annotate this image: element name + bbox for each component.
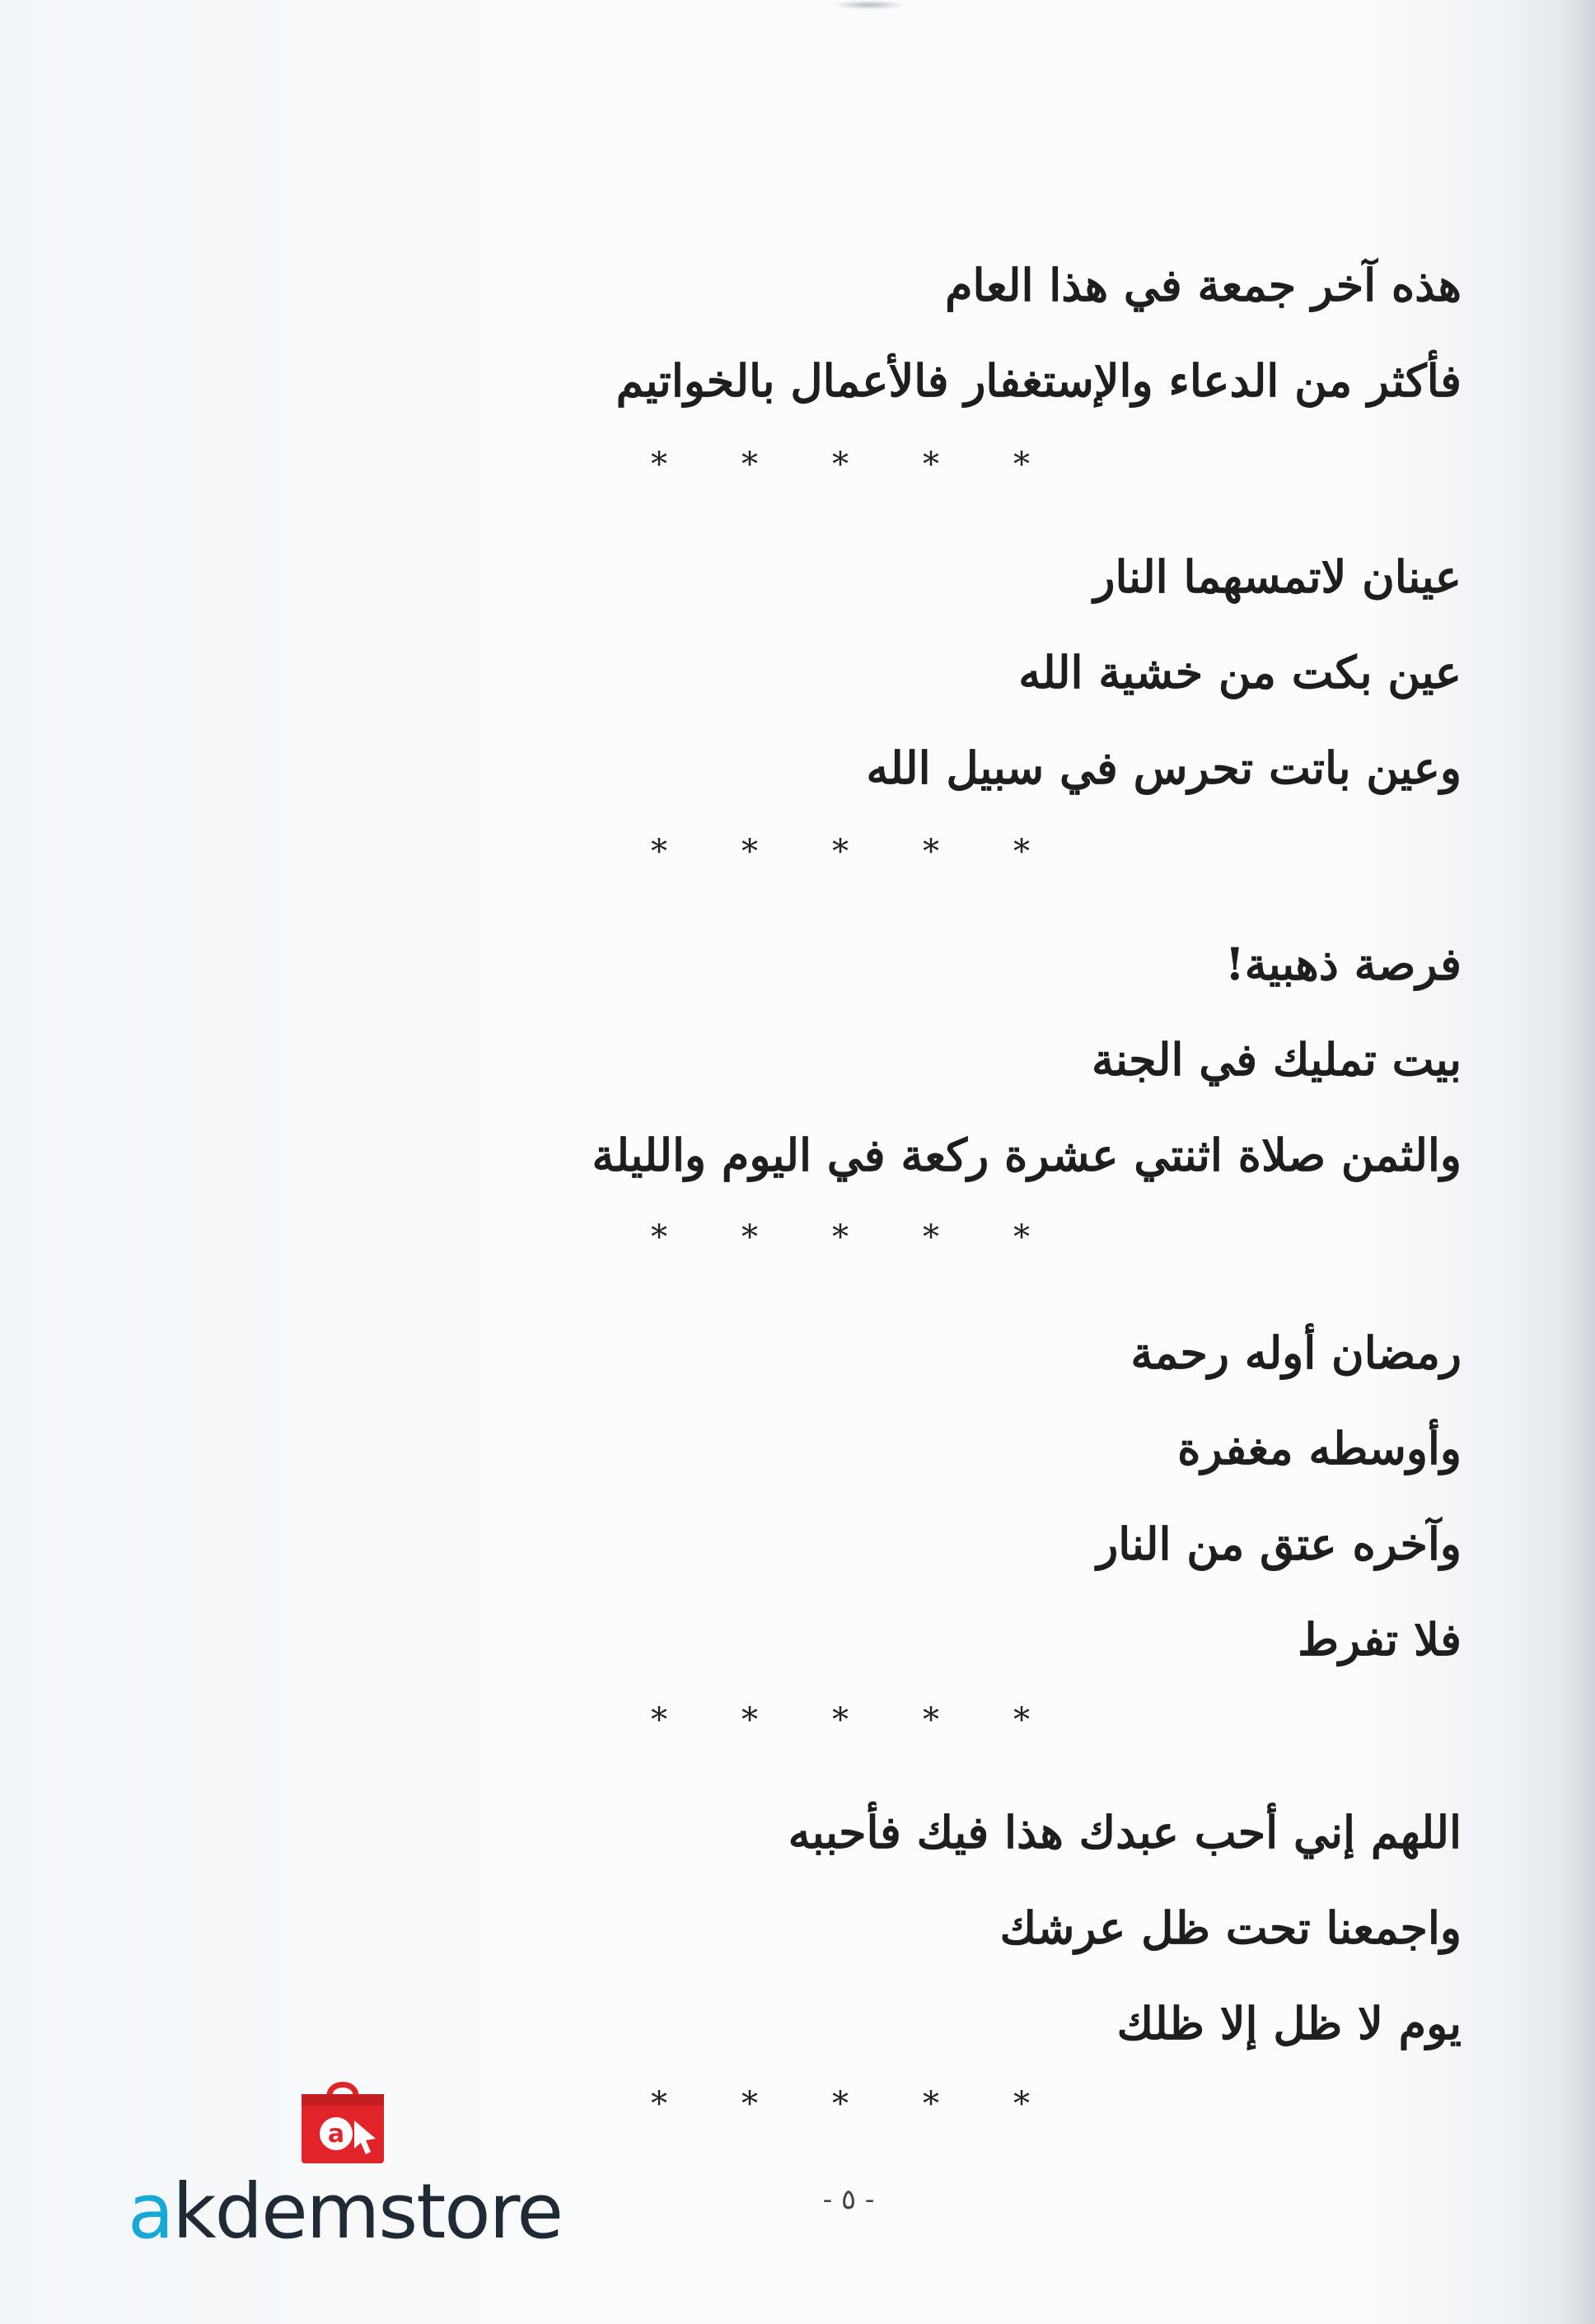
star: *: [1013, 446, 1030, 484]
star: *: [741, 1701, 758, 1739]
section-1: [615, 237, 1462, 428]
text-line: عينان لاتمسهما النار: [1093, 550, 1462, 603]
star: *: [1013, 833, 1030, 871]
text-line: عين بكت من خشية الله: [1018, 646, 1462, 699]
separator-stars: [651, 2079, 1030, 2129]
section-2: [638, 529, 1462, 816]
star: *: [1013, 1218, 1030, 1256]
text-line: والثمن صلاة اثنتي عشرة ركعة في اليوم والليلة: [592, 1129, 1462, 1181]
text-line: وعين باتت تحرس في سبيل الله: [866, 741, 1462, 794]
star: *: [651, 1218, 667, 1256]
separator-stars: [651, 440, 1030, 489]
star: *: [741, 2085, 758, 2123]
section-3: [592, 916, 1462, 1203]
akdemstore-logo[interactable]: [128, 2076, 562, 2256]
bag-letter: a: [327, 2120, 345, 2149]
text-line: فلا تفرط: [1298, 1613, 1462, 1666]
star: *: [651, 2085, 667, 2123]
text-line: هذه آخر جمعة في هذا العام: [945, 259, 1462, 311]
section-4: [638, 1305, 1462, 1687]
text-line: بيت تمليك في الجنة: [1091, 1033, 1462, 1086]
text-line: وأوسطه مغفرة: [1177, 1422, 1462, 1475]
star: *: [923, 1218, 939, 1256]
star: *: [923, 833, 939, 871]
text-line: فأكثر من الدعاء والإستغفار فالأعمال بالخواتيم: [615, 354, 1462, 407]
separator-stars: [651, 827, 1030, 877]
text-line: رمضان أوله رحمة: [1130, 1326, 1462, 1379]
logo-wordmark: [128, 2167, 562, 2256]
text-line: اللهم إني أحب عبدك هذا فيك فأحببه: [788, 1806, 1462, 1859]
star: *: [923, 446, 939, 484]
star: *: [741, 833, 758, 871]
separator-stars: [651, 1213, 1030, 1262]
top-scan-mark: [832, 0, 906, 10]
page-number: - ٥ -: [822, 2183, 875, 2216]
star: *: [741, 1218, 758, 1256]
star: *: [923, 2085, 939, 2123]
star: *: [1013, 1701, 1030, 1739]
star: *: [832, 1218, 849, 1256]
shopping-bag-icon: [297, 2076, 389, 2165]
star: *: [832, 1701, 849, 1739]
logo-wordmark-accent: a: [128, 2167, 173, 2256]
separator-stars: [651, 1695, 1030, 1745]
star: *: [832, 2085, 849, 2123]
star: *: [923, 1701, 939, 1739]
star: *: [651, 446, 667, 484]
text-line: فرصة ذهبية!: [1225, 938, 1462, 990]
text-line: واجمعنا تحت ظل عرشك: [999, 1901, 1462, 1954]
logo-wordmark-rest: kdemstore: [172, 2167, 562, 2256]
text-line: وآخره عتق من النار: [1097, 1517, 1462, 1570]
section-5: [638, 1784, 1462, 2071]
star: *: [832, 833, 849, 871]
star: *: [651, 833, 667, 871]
star: *: [651, 1701, 667, 1739]
star: *: [1013, 2085, 1030, 2123]
text-line: يوم لا ظل إلا ظلك: [1116, 1997, 1462, 2050]
page-edge-shadow: [1564, 0, 1595, 2324]
star: *: [741, 446, 758, 484]
star: *: [832, 446, 849, 484]
